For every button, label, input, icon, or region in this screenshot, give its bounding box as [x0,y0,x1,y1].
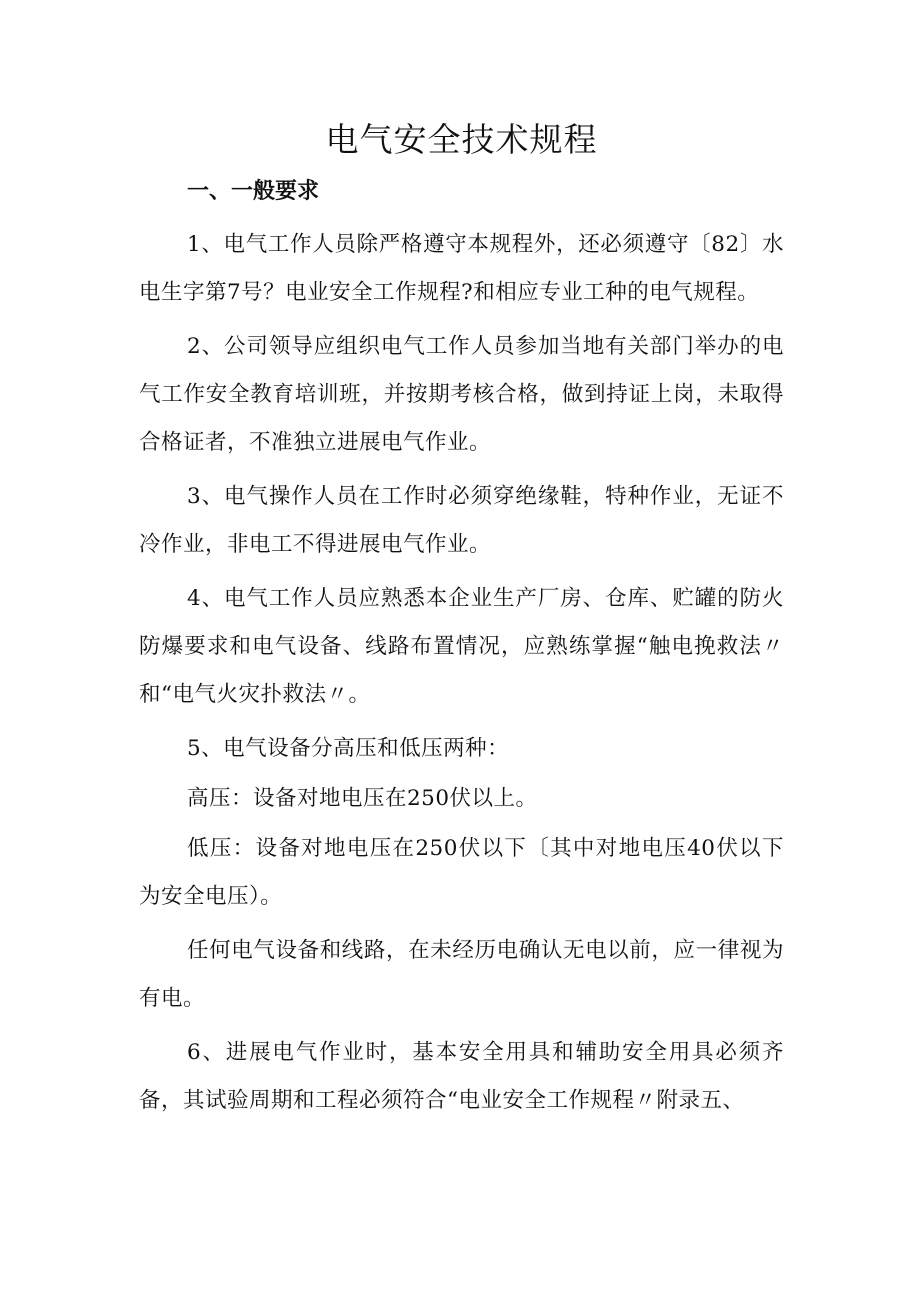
document-title: 电气安全技术规程 [325,120,598,159]
paragraph-high-voltage: 高压：设备对地电压在250伏以上。 [187,786,538,811]
paragraph-6: 6、进展电气作业时，基本安全用具和辅助安全用具必须齐备，其试验周期和工程必须符合“电业安全工作规程〃附录五、 [139,1040,784,1113]
paragraph-3: 3、电气操作人员在工作时必须穿绝缘鞋，特种作业，无证不冷作业，非电工不得进展电气作业。 [139,484,784,557]
paragraph-2: 2、公司领导应组织电气工作人员参加当地有关部门举办的电气工作安全教育培训班，并按期考核合格，做到持证上岗，未取得合格证者，不准独立进展电气作业。 [139,334,784,455]
document-page [139,118,784,1131]
paragraph-4: 4、电气工作人员应熟悉本企业生产厂房、仓库、贮罐的防火防爆要求和电气设备、线路布置情况，应熟练掌握“触电挽救法〃和“电气火灾扑救法〃。 [139,586,784,707]
paragraph-1: 1、电气工作人员除严格遵守本规程外，还必须遵守〔82〕水电生字第7号？电业安全工作规程?和相应专业工种的电气规程。 [139,232,784,305]
section-heading: 一、一般要求 [187,178,320,204]
paragraph-assume-live: 任何电气设备和线路，在未经历电确认无电以前，应一律视为有电。 [139,938,784,1011]
paragraph-low-voltage: 低压：设备对地电压在250伏以下〔其中对地电压40伏以下为安全电压）。 [139,836,784,909]
paragraph-5: 5、电气设备分高压和低压两种： [187,736,510,761]
